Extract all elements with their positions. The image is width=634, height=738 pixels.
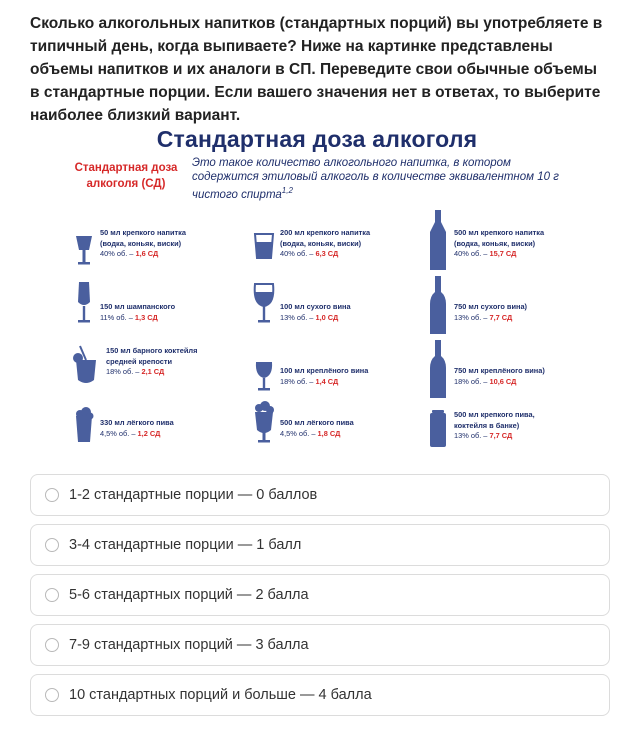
drink-abv: 13% об. – <box>454 312 488 322</box>
drink-name: 100 мл сухого вина <box>280 302 351 311</box>
beer-can-icon <box>424 406 452 452</box>
drink-name: 100 мл креплёного вина <box>280 366 369 375</box>
answer-option-5[interactable] <box>30 674 610 716</box>
drink-text <box>280 302 430 323</box>
infographic-term: Стандартная доза алкоголя (СД) <box>74 162 178 190</box>
drink-desc: (водка, коньяк, виски) <box>454 238 536 248</box>
fortified-wine-bottle-icon <box>424 338 452 402</box>
beer-goblet-icon <box>250 400 278 450</box>
drink-abv: 40% об. – <box>454 249 488 258</box>
drink-text <box>280 366 430 387</box>
tumbler-glass-icon <box>250 224 278 270</box>
drink-text <box>100 302 250 323</box>
drink-name: 750 мл креплёного вина) <box>454 366 545 375</box>
drink-text <box>454 366 604 387</box>
definition-footnote: 1,2 <box>281 186 293 195</box>
drink-name: 330 мл лёгкого пива <box>100 418 174 427</box>
radio-button[interactable] <box>45 538 59 552</box>
drink-abv: 4,5% об. – <box>280 428 316 438</box>
drink-sd: 1,3 СД <box>134 312 158 322</box>
radio-button[interactable] <box>45 588 59 602</box>
drink-abv: 40% об. – <box>280 249 314 258</box>
drink-abv: 13% об. – <box>280 312 314 322</box>
drink-item <box>70 344 250 404</box>
fortified-wine-glass-icon <box>250 352 278 398</box>
answer-option-4[interactable] <box>30 624 610 666</box>
answer-option-2[interactable] <box>30 524 610 566</box>
answer-option-label[interactable]: 3-4 стандартные порции — 1 балл <box>69 537 302 553</box>
drink-desc: (водка, коньяк, виски) <box>280 238 362 248</box>
drink-sd: 6,3 СД <box>315 249 339 258</box>
drink-text <box>280 228 430 260</box>
answer-option-3[interactable] <box>30 574 610 616</box>
drink-desc: коктейля в банке) <box>454 420 520 430</box>
drink-sd: 1,6 СД <box>135 249 159 258</box>
drink-text <box>100 228 250 260</box>
drink-sd: 1,2 СД <box>137 428 161 438</box>
drink-abv: 11% об. – <box>100 312 133 322</box>
drink-sd: 2,1 СД <box>141 367 165 376</box>
shot-glass-icon <box>70 224 98 270</box>
drink-name: 200 мл крепкого напитка <box>280 228 371 237</box>
drink-sd: 10,6 СД <box>489 376 517 386</box>
drink-sd: 1,4 СД <box>315 376 339 386</box>
drink-item <box>70 404 250 464</box>
drink-name: 150 мл барного коктейля <box>106 346 198 355</box>
drink-name: 750 мл сухого вина) <box>454 302 528 311</box>
champagne-glass-icon <box>70 278 98 328</box>
drink-abv: 18% об. – <box>280 376 314 386</box>
drink-desc: (водка, коньяк, виски) <box>100 238 182 248</box>
drink-text <box>100 418 250 439</box>
drink-item <box>424 274 604 334</box>
drink-name: 50 мл крепкого напитка <box>100 228 186 237</box>
drink-sd: 1,0 СД <box>315 312 339 322</box>
drink-abv: 4,5% об. – <box>100 428 136 438</box>
drink-item <box>424 338 604 398</box>
radio-button[interactable] <box>45 638 59 652</box>
drink-desc: средней крепости <box>106 356 173 366</box>
radio-button[interactable] <box>45 488 59 502</box>
cocktail-glass-icon <box>70 344 104 390</box>
drink-name: 500 мл лёгкого пива <box>280 418 354 427</box>
drink-item <box>250 278 430 338</box>
infographic-title: Стандартная доза алкоголя <box>156 126 478 152</box>
question-text: Сколько алкогольных напитков (стандартных порций) вы употребляете в типичный день, когда выпиваете? Ниже на картинке представлены объемы напитков и их аналоги в СП. Переведите свои обычные объемы в стандартные порции. Если вашего значения нет в ответах, то выберите наиболее близкий вариант. <box>30 15 603 124</box>
answer-option-label[interactable]: 5-6 стандартных порций — 2 балла <box>69 587 309 603</box>
wine-bottle-icon <box>424 274 452 338</box>
answer-option-label[interactable]: 10 стандартных порций и больше — 4 балла <box>69 687 372 703</box>
answer-options <box>30 474 610 724</box>
drink-item <box>250 400 430 460</box>
drink-item <box>424 406 604 466</box>
drink-sd: 1,8 СД <box>317 428 341 438</box>
drink-item <box>70 278 250 338</box>
wine-glass-icon <box>250 278 278 328</box>
drink-text <box>454 410 604 442</box>
drink-item <box>424 208 604 268</box>
vodka-bottle-icon <box>424 208 452 274</box>
drink-text <box>280 418 430 439</box>
drink-item <box>250 224 430 284</box>
drink-sd: 7,7 СД <box>489 431 513 440</box>
radio-button[interactable] <box>45 688 59 702</box>
answer-option-label[interactable]: 7-9 стандартных порций — 3 балла <box>69 637 309 653</box>
answer-option-1[interactable] <box>30 474 610 516</box>
drink-item <box>70 224 250 284</box>
drink-sd: 15,7 СД <box>489 249 517 258</box>
drink-name: 150 мл шампанского <box>100 302 176 311</box>
standard-drink-infographic <box>62 126 572 456</box>
drink-sd: 7,7 СД <box>489 312 513 322</box>
drink-abv: 13% об. – <box>454 431 488 440</box>
drink-abv: 18% об. – <box>454 376 488 386</box>
drink-abv: 18% об. – <box>106 367 140 376</box>
drink-name: 500 мл крепкого пива, <box>454 410 535 419</box>
answer-option-label[interactable]: 1-2 стандартные порции — 0 баллов <box>69 487 318 503</box>
drink-text <box>106 346 256 378</box>
infographic-definition <box>192 156 572 202</box>
drink-text <box>454 302 604 323</box>
drink-text <box>454 228 604 260</box>
beer-glass-icon <box>70 404 98 450</box>
definition-text: Это такое количество алкогольного напитка, в котором содержится этиловый алкоголь в количестве эквивалентном 10 г чистого спирта <box>192 157 559 201</box>
drink-name: 500 мл крепкого напитка <box>454 228 545 237</box>
drink-abv: 40% об. – <box>100 249 134 258</box>
